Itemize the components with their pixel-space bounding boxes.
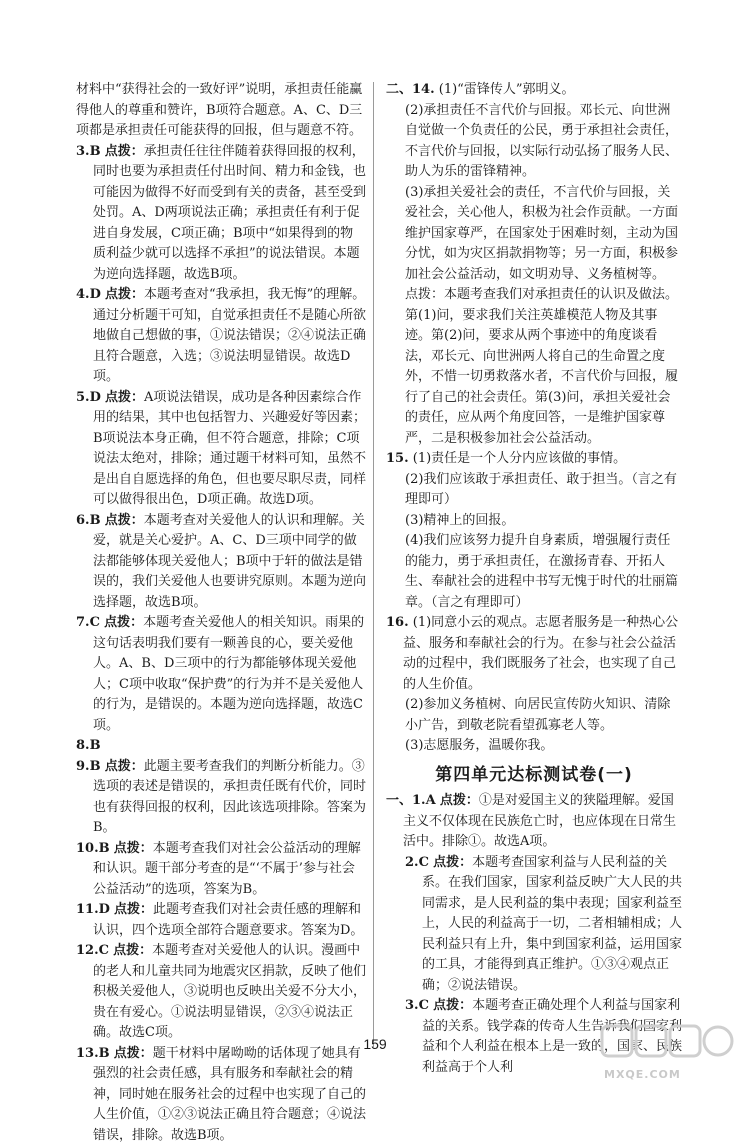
answer-subitem (386, 285, 682, 449)
answer-text: (3)承担关爱社会的责任，不言代价与回报，关爱社会，关心他人，积极为社会作贡献。一方面维护国家尊严，在国家处于困难时刻，主动为国分忧，如为灾区捐款捐物等；另一方面，积极参加社会公益活动，如文明劝导、义务植树等。 (405, 185, 678, 282)
hint-label: 点拨： (105, 513, 144, 528)
answer-text: 本题考查我们对社会公益活动的理解和认识。题干部分考查的是“‘不属于’参与社会公益活动”的选项，答案为B。 (93, 841, 361, 897)
answer-subitem (386, 470, 682, 511)
answer-item (386, 80, 682, 101)
answer-item (76, 613, 366, 736)
answer-number: 二、14. (386, 82, 435, 97)
answer-item (76, 839, 366, 901)
answer-text: 本题考查国家利益与人民利益的关系。在我们国家，国家利益反映广大人民的共同需求，是人民利益的集中表现；国家利益至上，人民的利益高于一切，二者相辅相成；人民利益只有上升，集中到国家利益，运用国家的工具，才能得到真正维护。①③④观点正确；②说法错误。 (422, 855, 682, 993)
answer-text: (1)“雷锋传人”郭明义。 (439, 82, 575, 97)
answer-text: (1)同意小云的观点。志愿者服务是一种热心公益、服务和奉献社会的行为。在参与社会公益活动的过程中，我们既服务了社会，也实现了自己的人生价值。 (403, 615, 678, 692)
answer-text: 本题考查正确处理个人利益与国家利益的关系。钱学森的传奇人生告诉我们国家利益和个人利益在根本上是一致的，国家、民族利益高于个人利 (422, 998, 682, 1075)
hint-label: 点拨： (433, 998, 472, 1013)
answer-subitem (386, 511, 682, 532)
answer-text: 题干材料中屠呦呦的话体现了她具有强烈的社会责任感，具有服务和奉献社会的精神，同时她在服务社会的过程中也实现了自己的人生价值，①②③说法正确且符合题意；④说法错误，排除。故选B项。 (93, 1046, 366, 1143)
answer-number: 13.B (76, 1046, 110, 1061)
page-number: 159 (0, 1036, 750, 1052)
answer-text: 本题考查对关爱他人的认识。漫画中的老人和儿童共同为地震灾区捐款，反映了他们积极关爱他人，③说明也反映出关爱不分大小，贵在有爱心。①说法明显错误，②③④说法正确。故选C项。 (93, 943, 366, 1040)
hint-label: 点拨： (114, 902, 153, 917)
answer-number: 6.B (76, 513, 101, 528)
answer-item (76, 757, 366, 839)
answer-number: 15. (386, 451, 409, 466)
section-title: 第四单元达标测试卷(一) (386, 765, 682, 786)
watermark-url: MXQE.COM (604, 1068, 681, 1081)
column-divider (373, 82, 374, 1047)
answer-text: 本题考查对“我承担，我无悔”的理解。通过分析题干可知，自觉承担责任不是随心所欲地做自己想做的事，①说法错误；②④说法正确且符合题意，入选；③说法明显错误。故选D项。 (93, 287, 366, 384)
answer-item (76, 1044, 366, 1146)
hint-label: 点拨： (114, 1046, 153, 1061)
right-column (386, 80, 682, 1078)
answer-number: 7.C (76, 615, 100, 630)
answer-item (76, 900, 366, 941)
answer-text: 本题考查关爱他人的相关知识。雨果的这句话表明我们要有一颗善良的心，要关爱他人。A、B、D三项中的行为都能够体现关爱他人；C项中收取“保护费”的行为并不是关爱他人的行为，是错误的。本题为逆向选择题，故选C项。 (93, 615, 364, 733)
answer-item (76, 142, 366, 286)
hint-label: 点拨： (105, 759, 144, 774)
answer-item (76, 80, 366, 142)
answer-item (386, 613, 682, 695)
answer-subitem (386, 183, 682, 286)
watermark-logo (596, 1020, 736, 1086)
answer-text: (1)责任是一个人分内应该做的事情。 (413, 451, 626, 466)
hint-label: 点拨： (105, 390, 144, 405)
answer-item (76, 285, 366, 388)
answer-text: (2)承担责任不言代价与回报。邓长元、向世洲自觉做一个负责任的公民，勇于承担社会责任，不言代价与回报，以实际行动弘扬了服务人民、助人为乐的雷锋精神。 (405, 103, 678, 180)
answer-text: 此题主要考查我们的判断分析能力。③选项的表述是错误的，承担责任既有代价，同时也有获得回报的权利，因此该选项排除。答案为B。 (93, 759, 366, 836)
answer-item (386, 853, 682, 997)
answer-number: 9.B (76, 759, 101, 774)
answer-subitem (386, 695, 682, 736)
answer-number: 2.C (405, 855, 429, 870)
answer-item (386, 449, 682, 470)
left-column (76, 80, 366, 1146)
answer-text: (2)参加义务植树、向居民宣传防火知识、清除小广告，到敬老院看望孤寡老人等。 (405, 697, 670, 733)
answer-number: 11.D (76, 902, 110, 917)
answer-text: 点拨：本题考查我们对承担责任的认识及做法。第(1)问，要求我们关注英雄模范人物及其事迹。第(2)问，要求从两个事迹中的角度谈看法，邓长元、向世洲两人将自己的生命置之度外，不惜一切勇救落水者，不言代价与回报，履行了自己的社会责任。第(3)问，承担关爱社会的责任，应从两个角度回答，一是维护国家尊严，二是积极参加社会公益活动。 (405, 287, 678, 446)
answer-number: 5.D (76, 390, 101, 405)
hint-label: 点拨： (433, 855, 472, 870)
hint-label: 点拨： (104, 615, 143, 630)
answer-number: 8.B (76, 738, 101, 753)
answer-text: 材料中“获得社会的一致好评”说明，承担责任能赢得他人的尊重和赞许，B项符合题意。A、C、D三项都是承担责任可能获得的回报，但与题意不符。 (76, 82, 362, 138)
answer-text: (2)我们应该敢于承担责任、敢于担当。（言之有理即可） (405, 472, 677, 508)
answer-number: 一、1.A (386, 793, 436, 808)
answer-number: 12.C (76, 943, 109, 958)
answer-subitem (386, 736, 682, 757)
answer-item (76, 941, 366, 1044)
answer-text: 此题考查我们对社会责任感的理解和认识，四个选项全部符合题意要求。答案为D。 (93, 902, 363, 938)
answer-number: 16. (386, 615, 409, 630)
answer-item (76, 388, 366, 511)
answer-text: (4)我们应该努力提升自身素质，增强履行责任的能力，勇于承担责任，在激扬青春、开拓人生、奉献社会的进程中书写无愧于时代的壮丽篇章。（言之有理即可） (405, 533, 678, 610)
answer-item (76, 736, 366, 757)
answer-subitem (386, 531, 682, 613)
answer-text: (3)志愿服务，温暖你我。 (405, 738, 553, 753)
answer-item (386, 791, 682, 853)
answer-text: ①是对爱国主义的狭隘理解。爱国主义不仅体现在民族危亡时，也应体现在日常生活中。排除①。故选A项。 (403, 793, 676, 849)
answer-number: 4.D (76, 287, 101, 302)
hint-label: 点拨： (105, 287, 144, 302)
hint-label: 点拨： (440, 793, 479, 808)
answer-number: 10.B (76, 841, 110, 856)
answer-text: 承担责任往往伴随着获得回报的权利，同时也要为承担责任付出时间、精力和金钱，也可能因为做得不好而受到有关的责备，甚至受到处罚。A、D两项说法正确；承担责任有利于促进自身发展，C项正确；B项中“如果得到的物质利益少就可以选择不承担”的说法错误。本题为逆向选择题，故选B项。 (93, 144, 366, 282)
hint-label: 点拨： (113, 943, 152, 958)
answer-text: (3)精神上的回报。 (405, 513, 514, 528)
hint-label: 点拨： (105, 144, 144, 159)
answer-text: A项说法错误，成功是各种因素综合作用的结果，其中也包括智力、兴趣爱好等因素；B项说法本身正确，但不符合题意，排除；C项说法太绝对，排除；通过题干材料可知，虽然不是出自自愿选择的角色，但也要尽职尽责，同样可以做得很出色，D项正确。故选D项。 (93, 390, 366, 508)
answer-subitem (386, 101, 682, 183)
answer-number: 3.C (405, 998, 429, 1013)
hint-label: 点拨： (114, 841, 153, 856)
answer-item (76, 511, 366, 614)
answer-number: 3.B (76, 144, 101, 159)
answer-text: 本题考查对关爱他人的认识和理解。关爱，就是关心爱护。A、C、D三项中同学的做法都能够体现关爱他人；B项中于轩的做法是错误的，我们关爱他人也要讲究原则。本题为逆向选择题，故选B项。 (93, 513, 366, 610)
